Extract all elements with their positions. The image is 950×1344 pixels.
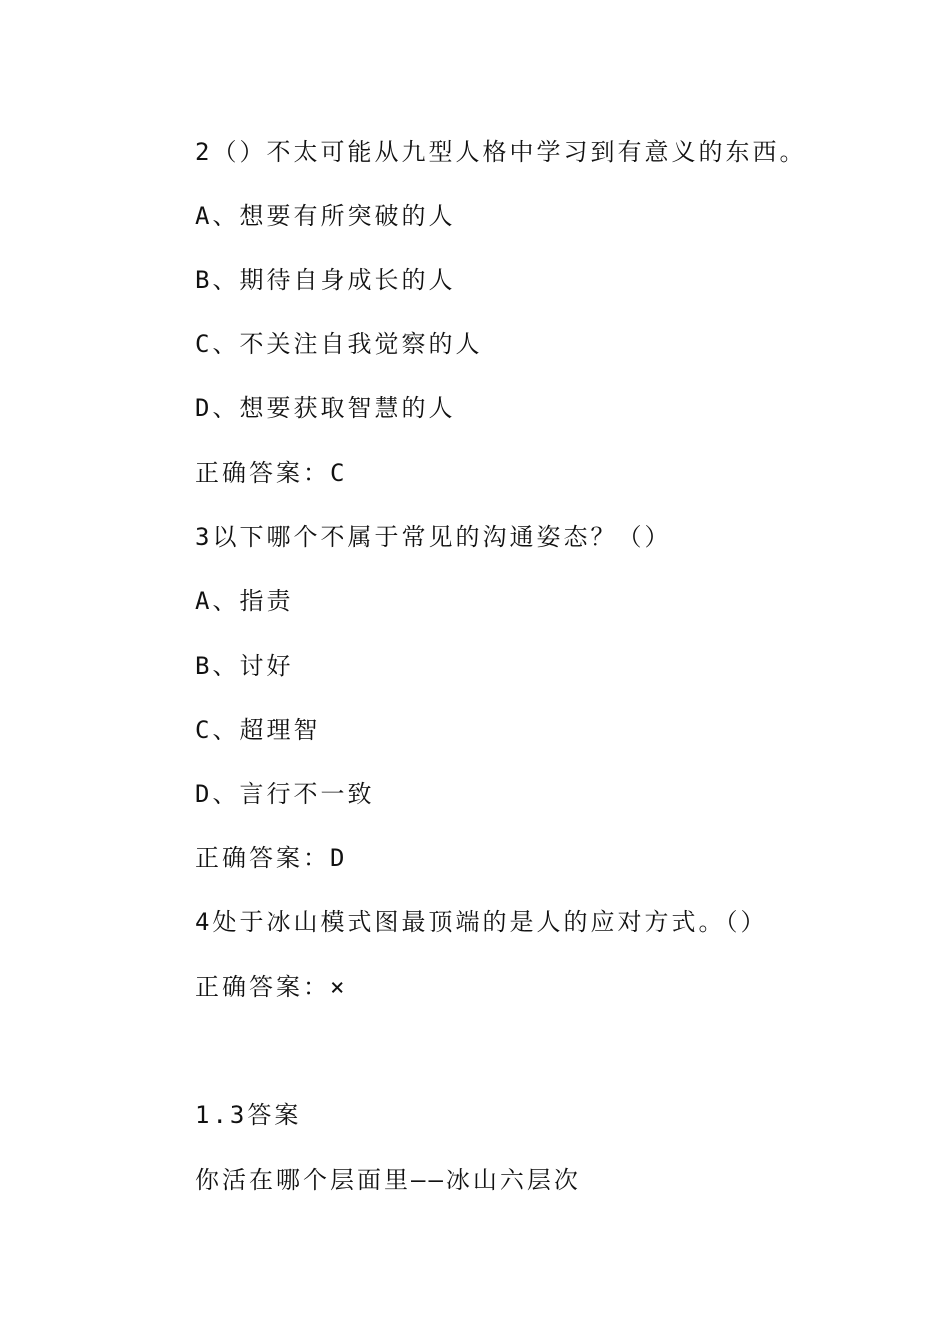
question-2-option-b: B、期待自身成长的人 [195, 266, 456, 294]
question-3-stem: 3以下哪个不属于常见的沟通姿态？（） [195, 523, 672, 551]
question-3-option-a: A、指责 [195, 587, 294, 615]
question-2-option-c: C、不关注自我觉察的人 [195, 330, 483, 358]
question-3-option-b: B、讨好 [195, 652, 294, 680]
question-3-option-d: D、言行不一致 [195, 780, 375, 808]
question-2-option-d: D、想要获取智慧的人 [195, 394, 456, 422]
question-2-option-a: A、想要有所突破的人 [195, 202, 456, 230]
question-3-answer: 正确答案：D [195, 844, 348, 872]
section-heading: 1.3答案 [195, 1101, 302, 1129]
question-4-stem: 4处于冰山模式图最顶端的是人的应对方式。（） [195, 908, 768, 936]
question-2-answer: 正确答案：C [195, 459, 348, 487]
question-4-answer: 正确答案：× [195, 973, 348, 1001]
question-3-option-c: C、超理智 [195, 716, 321, 744]
section-subtitle: 你活在哪个层面里——冰山六层次 [195, 1166, 581, 1194]
question-2-stem: 2（）不太可能从九型人格中学习到有意义的东西。 [195, 138, 807, 166]
